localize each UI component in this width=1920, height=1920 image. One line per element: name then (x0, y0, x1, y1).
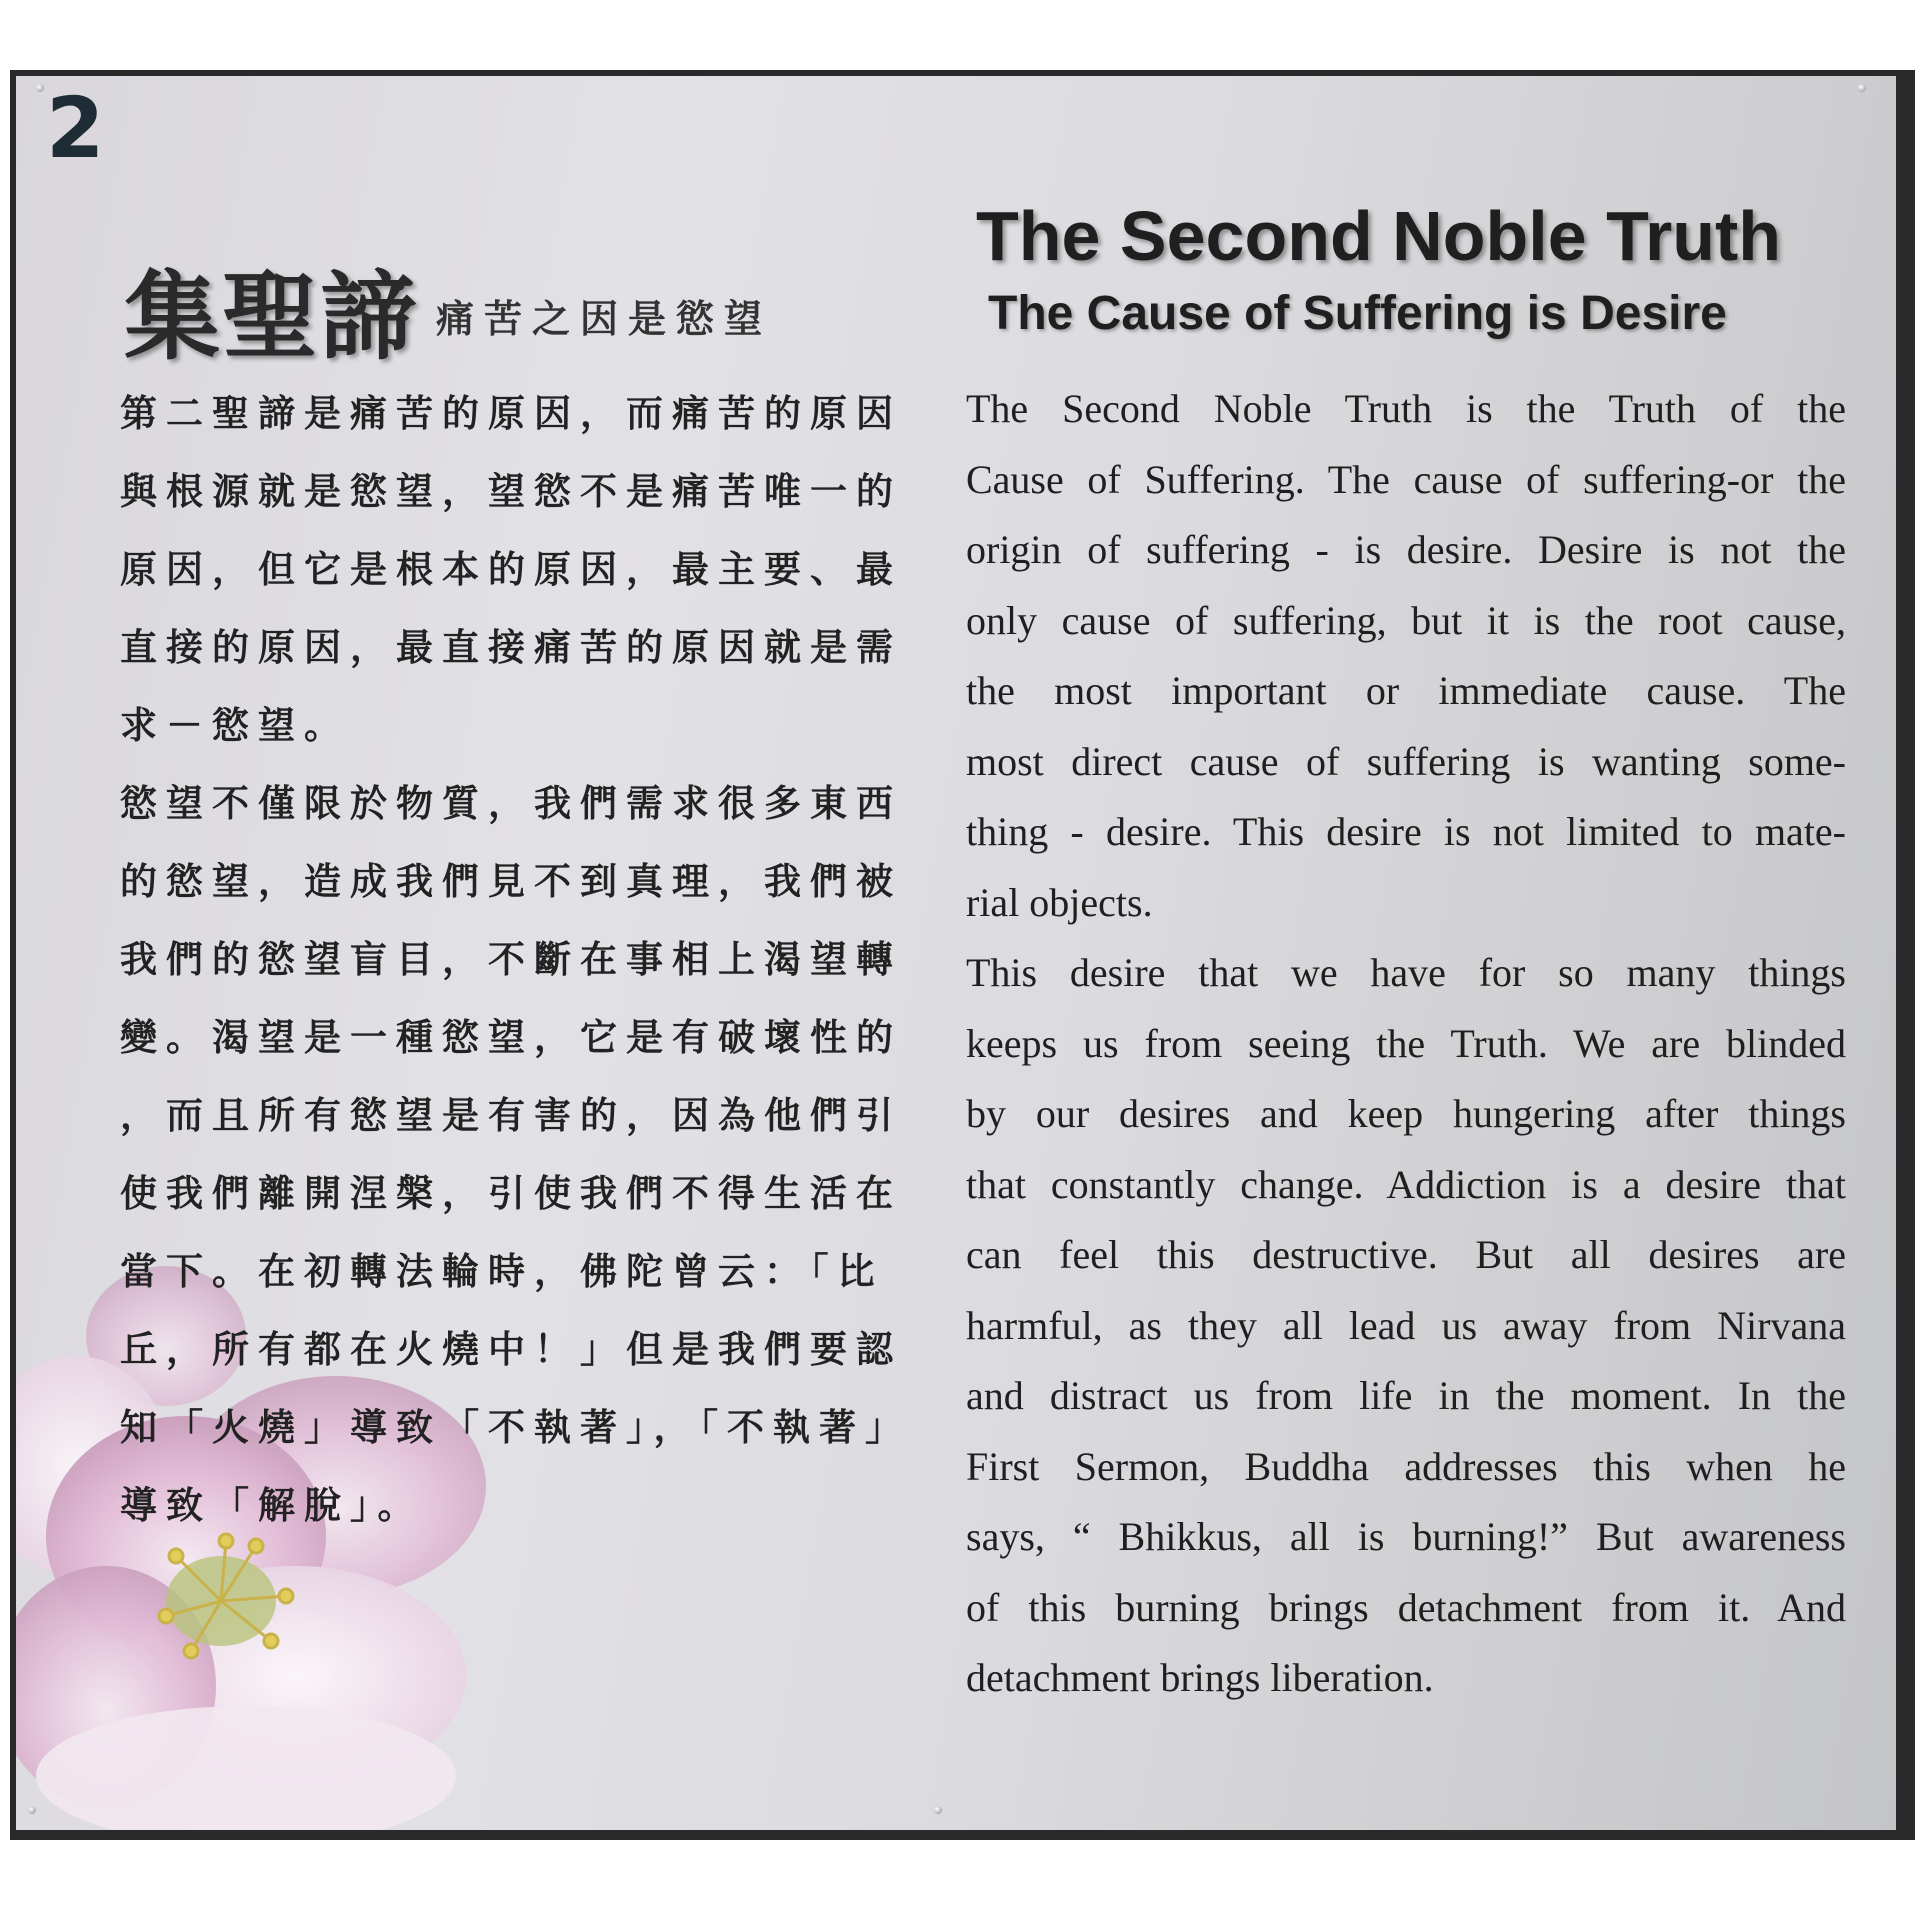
chinese-body-line: 導致「解脫」。 (120, 1483, 424, 1527)
english-body-line: only cause of suffering, but it is the root cause, (966, 597, 1846, 643)
chinese-body-line: 變。渴望是一種慾望，它是有破壞性的 (120, 1015, 902, 1059)
english-body-line: origin of suffering - is desire. Desire is not the (966, 527, 1846, 572)
chinese-body-line: 慾望不僅限於物質，我們需求很多東西 (120, 781, 902, 825)
chinese-body-line: 原因，但它是根本的原因，最主要、最 (120, 547, 902, 591)
chinese-body-line: 求－慾望。 (120, 703, 350, 747)
english-body-line: that constantly change. Addiction is a desire that (966, 1161, 1846, 1207)
screw-bottom-mid (934, 1806, 942, 1814)
chinese-body-line: 的慾望，造成我們見不到真理，我們被 (120, 859, 902, 903)
chinese-body-line: 與根源就是慾望，望慾不是痛苦唯一的 (120, 469, 902, 513)
chinese-body (120, 374, 920, 1544)
chinese-body-line: 使我們離開涅槃，引使我們不得生活在 (120, 1171, 902, 1215)
chinese-body-line: ，而且所有慾望是有害的，因為他們引 (120, 1093, 902, 1137)
screw-top-left (36, 84, 44, 92)
english-body-line: of this burning brings detachment from it. And (966, 1584, 1846, 1630)
chinese-subtitle: 痛苦之因是慾望 (436, 296, 773, 341)
english-body-line: This desire that we have for so many things (966, 950, 1846, 995)
english-title: The Second Noble Truth (976, 197, 1782, 275)
english-body-line: most direct cause of suffering is wanting some- (966, 738, 1846, 784)
english-body-line: First Sermon, Buddha addresses this when he (966, 1443, 1846, 1489)
english-body-line: says, “ Bhikkus, all is burning!” But awareness (966, 1514, 1846, 1559)
chinese-title: 集聖諦 (124, 261, 418, 373)
english-body-line: keeps us from seeing the Truth. We are blinded (966, 1020, 1846, 1066)
english-body-line: detachment brings liberation. (966, 1655, 1434, 1700)
chinese-body-line: 當下。在初轉法輪時，佛陀曾云：「比 (120, 1249, 884, 1293)
english-subtitle: The Cause of Suffering is Desire (988, 287, 1727, 340)
chinese-body-line: 知「火燒」導致「不執著」，「不執著」 (120, 1405, 911, 1449)
english-body (966, 374, 1846, 1714)
english-body-line: rial objects. (966, 879, 1153, 925)
english-body-line: by our desires and keep hungering after things (966, 1091, 1846, 1136)
english-body-line: the most important or immediate cause. The (966, 668, 1846, 713)
english-body-line: harmful, as they all lead us away from Nirvana (966, 1302, 1846, 1348)
english-body-line: Cause of Suffering. The cause of suffering-or the (966, 456, 1846, 502)
chinese-body-line: 我們的慾望盲目，不斷在事相上渴望轉 (120, 937, 902, 981)
english-body-line: and distract us from life in the moment. In the (966, 1373, 1846, 1418)
english-body-line: can feel this destructive. But all desires are (966, 1232, 1846, 1277)
panel-number: 2 (46, 79, 105, 177)
sign-panel (16, 76, 1896, 1830)
screw-top-right (1858, 84, 1866, 92)
chinese-body-line: 丘，所有都在火燒中！」但是我們要認 (120, 1327, 902, 1371)
chinese-body-line: 直接的原因，最直接痛苦的原因就是需 (120, 625, 902, 669)
english-body-line: thing - desire. This desire is not limited to mate- (966, 809, 1846, 854)
english-body-line: The Second Noble Truth is the Truth of the (966, 386, 1846, 431)
chinese-body-line: 第二聖諦是痛苦的原因，而痛苦的原因 (120, 391, 902, 435)
